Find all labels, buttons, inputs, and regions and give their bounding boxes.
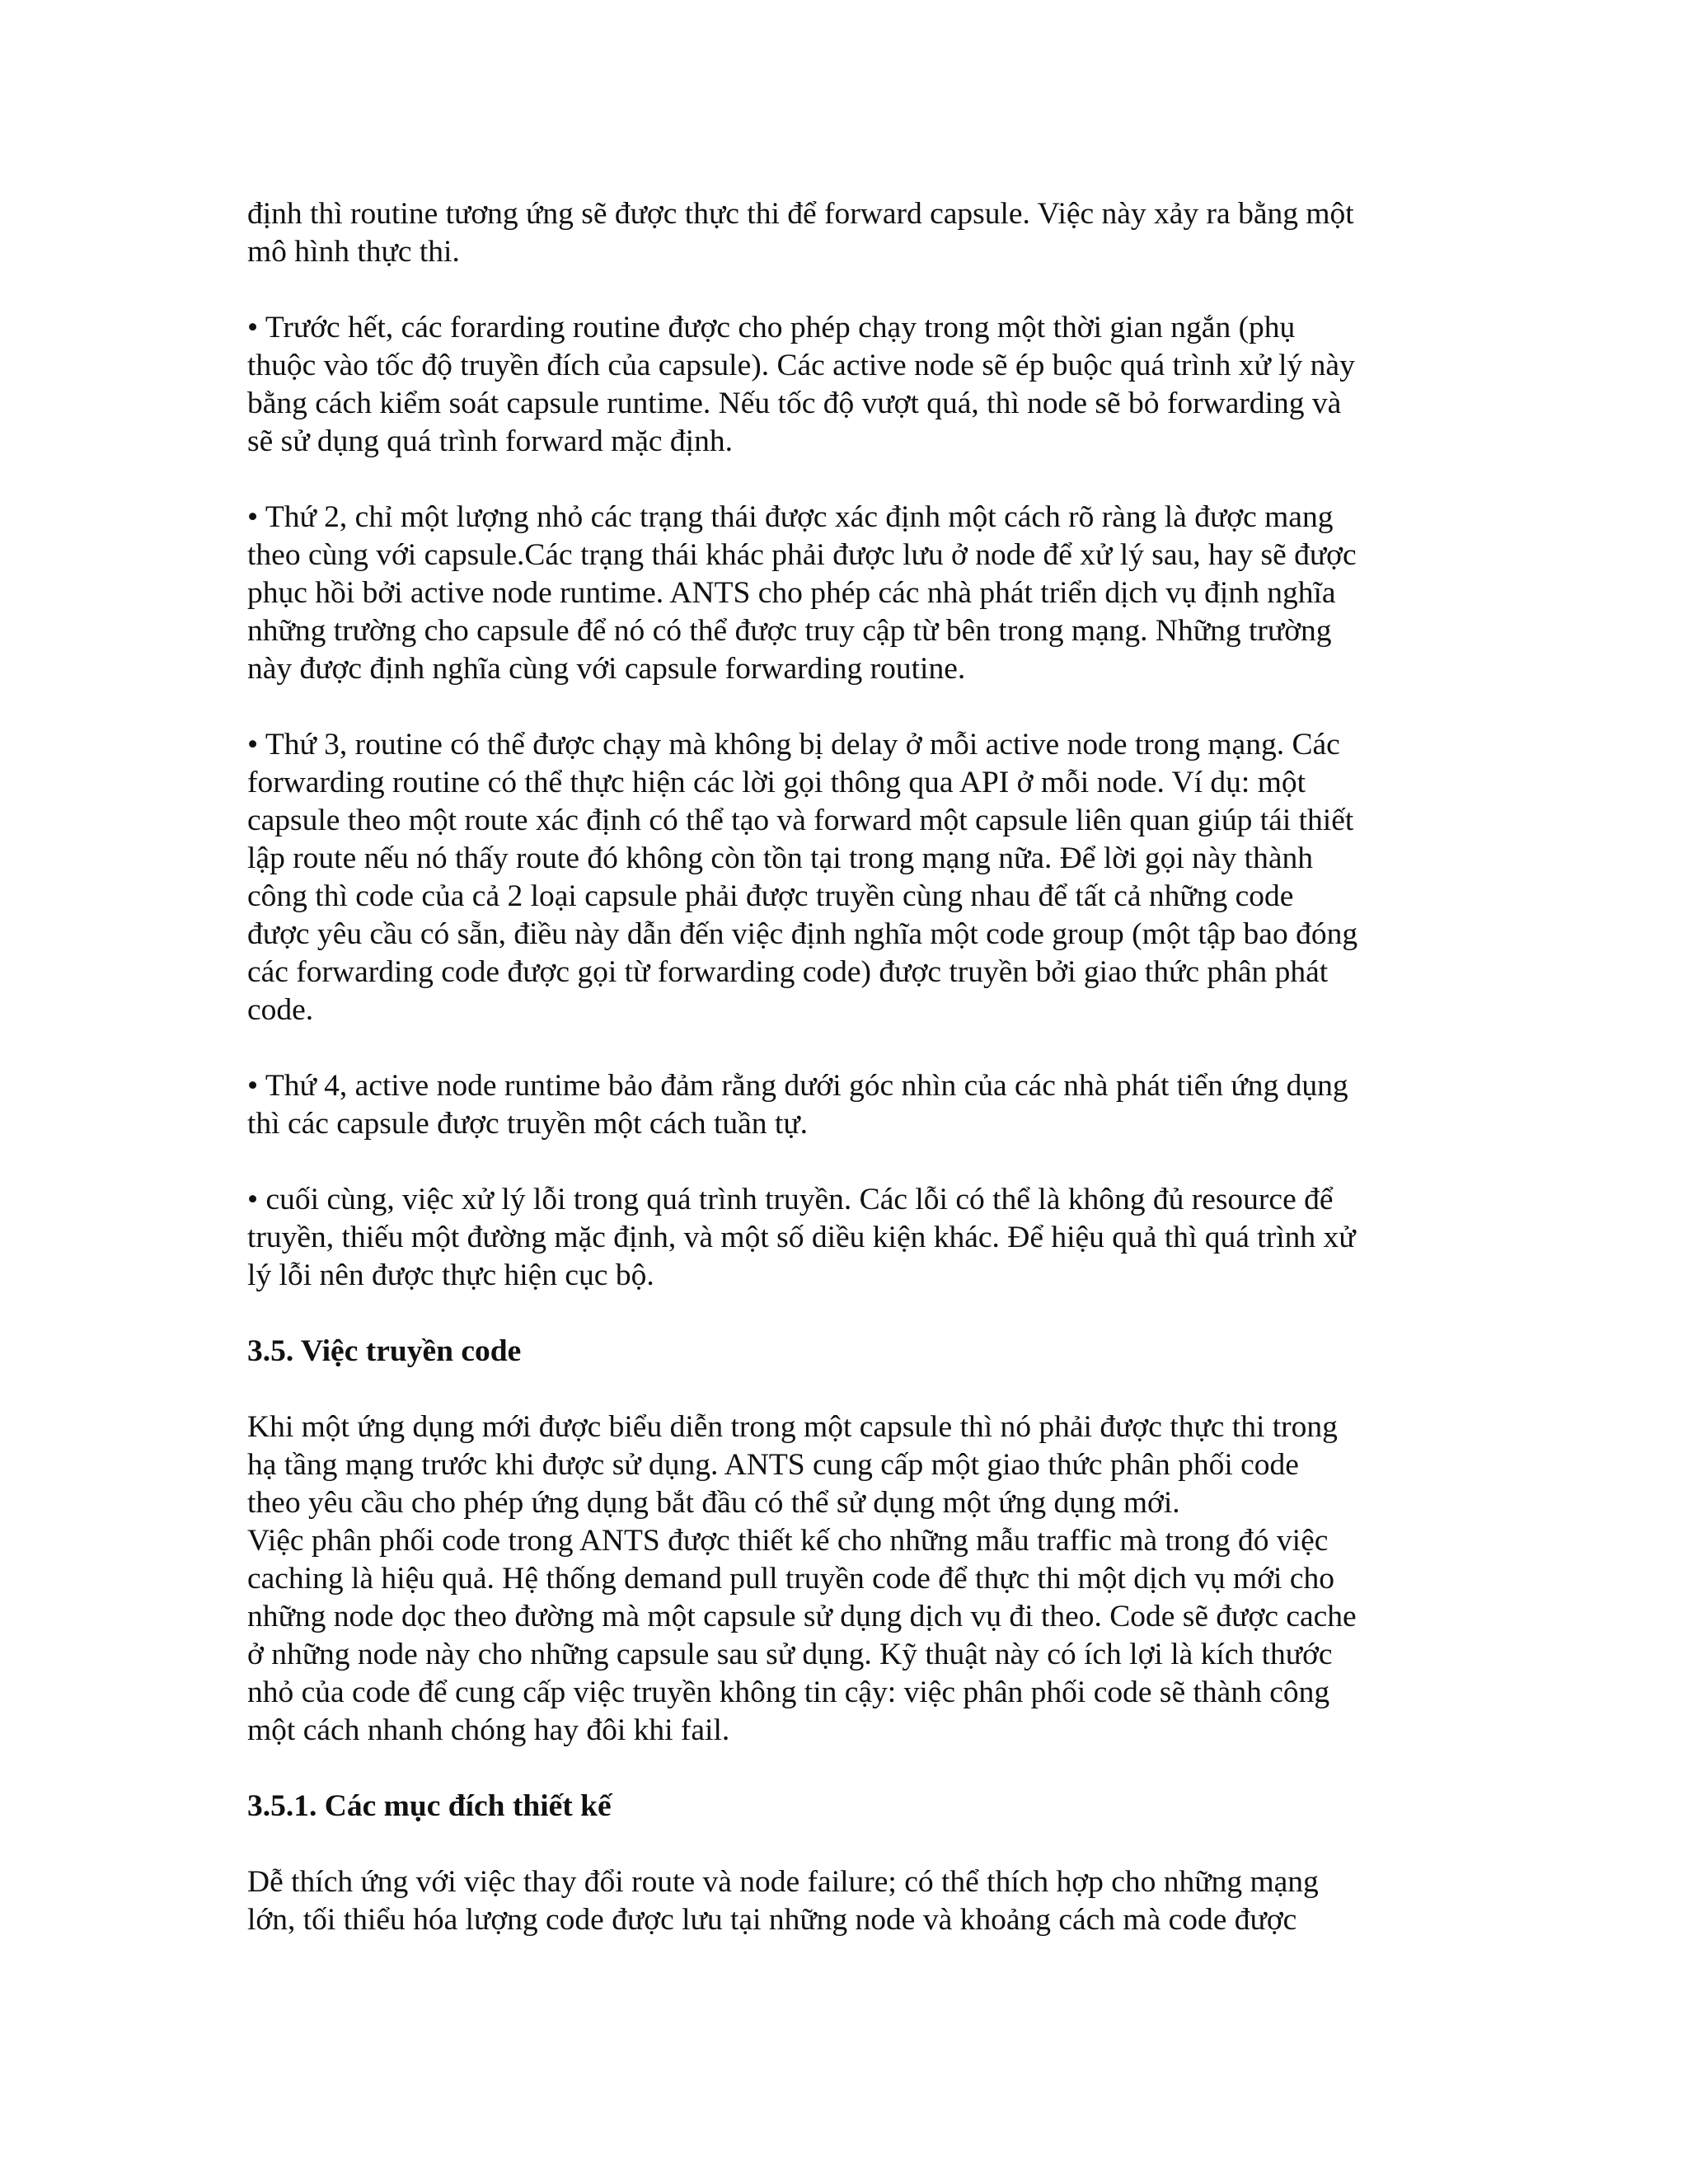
bullet-paragraph [247, 726, 1451, 1029]
text-line: 3.5. Việc truyền code [247, 1334, 522, 1368]
text-line: caching là hiệu quả. Hệ thống demand pull truyền code để thực thi một dịch vụ mới cho [247, 1562, 1334, 1596]
text-line: • Thứ 2, chỉ một lượng nhỏ các trạng thái được xác định một cách rõ ràng là được mang [247, 500, 1334, 534]
body-paragraph [247, 195, 1451, 271]
text-line: • Thứ 3, routine có thể được chạy mà không bị delay ở mỗi active node trong mạng. Các [247, 728, 1340, 762]
text-line: công thì code của cả 2 loại capsule phải được truyền cùng nhau để tất cả những code [247, 879, 1294, 913]
bullet-paragraph [247, 309, 1451, 461]
text-line: • Trước hết, các forarding routine được cho phép chạy trong một thời gian ngắn (phụ [247, 311, 1296, 344]
text-line: lập route nếu nó thấy route đó không còn tồn tại trong mạng nữa. Để lời gọi này thành [247, 841, 1313, 875]
text-line: truyền, thiếu một đường mặc định, và một số diều kiện khác. Để hiệu quả thì quá trình xử [247, 1221, 1356, 1254]
text-line: thì các capsule được truyền một cách tuần tự. [247, 1107, 809, 1141]
text-line: Việc phân phối code trong ANTS được thiết kế cho những mẫu traffic mà trong đó việc [247, 1524, 1329, 1558]
text-line: theo cùng với capsule.Các trạng thái khác phải được lưu ở node để xử lý sau, hay sẽ được [247, 538, 1357, 572]
bullet-paragraph [247, 499, 1451, 688]
text-line: hạ tầng mạng trước khi được sử dụng. ANTS cung cấp một giao thức phân phối code [247, 1448, 1299, 1482]
text-line: lý lỗi nên được thực hiện cục bộ. [247, 1258, 654, 1292]
section-heading [247, 1788, 1451, 1825]
text-line: mô hình thực thi. [247, 235, 460, 269]
text-line: Dễ thích ứng với việc thay đổi route và node failure; có thể thích hợp cho những mạng [247, 1865, 1319, 1899]
text-line: bằng cách kiểm soát capsule runtime. Nếu tốc độ vượt quá, thì node sẽ bỏ forwarding và [247, 387, 1342, 420]
text-line: phục hồi bởi active node runtime. ANTS cho phép các nhà phát triển dịch vụ định nghĩa [247, 576, 1336, 610]
text-line: ở những node này cho những capsule sau sử dụng. Kỹ thuật này có ích lợi là kích thước [247, 1638, 1333, 1671]
text-line: 3.5.1. Các mục đích thiết kế [247, 1789, 612, 1823]
text-line: lớn, tối thiểu hóa lượng code được lưu tại những node và khoảng cách mà code được [247, 1903, 1297, 1937]
text-line: forwarding routine có thể thực hiện các lời gọi thông qua API ở mỗi node. Ví dụ: một [247, 766, 1306, 799]
text-line: các forwarding code được gọi từ forwarding code) được truyền bởi giao thức phân phát [247, 955, 1329, 989]
text-line: được yêu cầu có sẵn, điều này dẫn đến việc định nghĩa một code group (một tập bao đóng [247, 917, 1358, 951]
text-line: • cuối cùng, việc xử lý lỗi trong quá trình truyền. Các lỗi có thể là không đủ resource để [247, 1183, 1334, 1216]
document-page [247, 195, 1451, 1977]
text-line: Khi một ứng dụng mới được biểu diễn trong một capsule thì nó phải được thực thi trong [247, 1410, 1338, 1444]
text-line: capsule theo một route xác định có thể tạo và forward một capsule liên quan giúp tái thiết [247, 804, 1354, 837]
text-line: sẽ sử dụng quá trình forward mặc định. [247, 424, 733, 458]
text-line: những node dọc theo đường mà một capsule sử dụng dịch vụ đi theo. Code sẽ được cache [247, 1600, 1357, 1633]
text-line: định thì routine tương ứng sẽ được thực thi để forward capsule. Việc này xảy ra bằng một [247, 197, 1354, 231]
text-line: này được định nghĩa cùng với capsule forwarding routine. [247, 652, 966, 686]
text-line: code. [247, 993, 314, 1027]
body-paragraph [247, 1408, 1451, 1750]
text-line: thuộc vào tốc độ truyền đích của capsule). Các active node sẽ ép buộc quá trình xử lý này [247, 349, 1355, 382]
bullet-paragraph [247, 1181, 1451, 1295]
section-heading [247, 1333, 1451, 1371]
bullet-paragraph [247, 1067, 1451, 1143]
text-line: một cách nhanh chóng hay đôi khi fail. [247, 1713, 730, 1747]
text-line: những trường cho capsule để nó có thể được truy cập từ bên trong mạng. Những trường [247, 614, 1332, 648]
body-paragraph [247, 1863, 1451, 1939]
text-line: theo yêu cầu cho phép ứng dụng bắt đầu có thể sử dụng một ứng dụng mới. [247, 1486, 1180, 1520]
text-line: • Thứ 4, active node runtime bảo đảm rằng dưới góc nhìn của các nhà phát tiển ứng dụng [247, 1069, 1348, 1103]
text-line: nhỏ của code để cung cấp việc truyền không tin cậy: việc phân phối code sẽ thành công [247, 1675, 1330, 1709]
